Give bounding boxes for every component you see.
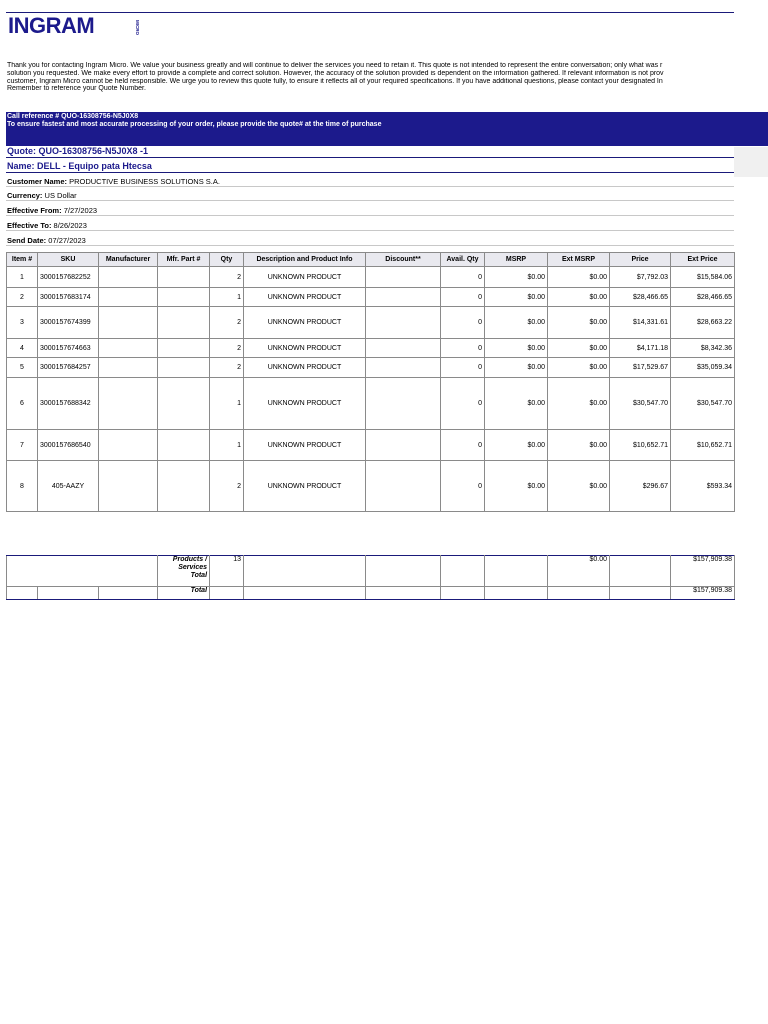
table-row — [7, 288, 735, 307]
description-cell: UNKNOWN PRODUCT — [244, 267, 366, 288]
msrp-cell: $0.00 — [485, 358, 548, 378]
msrp-cell: $0.00 — [485, 288, 548, 307]
send-date-label: Send Date: — [7, 236, 47, 245]
ingram-micro-logo — [8, 14, 148, 36]
price-cell: $28,466.65 — [610, 288, 671, 307]
quantity-cell: 2 — [210, 461, 244, 512]
customer-name-value: PRODUCTIVE BUSINESS SOLUTIONS S.A. — [67, 177, 220, 186]
item-number-cell: 4 — [7, 339, 38, 358]
currency-label: Currency: — [7, 191, 43, 200]
discount-cell — [366, 378, 441, 430]
table-row — [7, 267, 735, 288]
blank-cell — [7, 587, 38, 600]
ext-msrp-cell: $0.00 — [548, 339, 610, 358]
call-reference-banner — [6, 112, 768, 146]
col-ext-price: Ext Price — [671, 253, 735, 267]
discount-cell — [366, 430, 441, 461]
msrp-cell: $0.00 — [485, 339, 548, 358]
price-cell: $296.67 — [610, 461, 671, 512]
effective-from-value: 7/27/2023 — [61, 206, 98, 215]
blank-cell — [548, 587, 610, 600]
effective-from-label: Effective From: — [7, 206, 62, 215]
blank-cell — [99, 587, 158, 600]
effective-from-row — [6, 206, 734, 216]
discount-cell — [366, 307, 441, 339]
available-qty-cell: 0 — [441, 267, 485, 288]
table-header-row — [7, 253, 735, 267]
sku-cell: 3000157682252 — [38, 267, 99, 288]
quote-name: Name: DELL - Equipo pata Htecsa — [6, 161, 734, 173]
totals-table — [6, 555, 735, 600]
col-mfr-part: Mfr. Part # — [158, 253, 210, 267]
col-avail-qty: Avail. Qty — [441, 253, 485, 267]
price-cell: $7,792.03 — [610, 267, 671, 288]
available-qty-cell: 0 — [441, 307, 485, 339]
quantity-cell: 2 — [210, 339, 244, 358]
mfr-part-number-cell — [158, 307, 210, 339]
manufacturer-cell — [99, 358, 158, 378]
ext-price-cell: $593.34 — [671, 461, 735, 512]
customer-name-row — [6, 177, 734, 187]
quantity-cell: 1 — [210, 430, 244, 461]
products-total-row — [7, 556, 735, 587]
description-cell: UNKNOWN PRODUCT — [244, 307, 366, 339]
currency-row — [6, 191, 734, 201]
table-row — [7, 358, 735, 378]
item-number-cell: 1 — [7, 267, 38, 288]
msrp-cell: $0.00 — [485, 307, 548, 339]
available-qty-cell: 0 — [441, 358, 485, 378]
available-qty-cell: 0 — [441, 378, 485, 430]
blank-cell — [210, 587, 244, 600]
col-sku: SKU — [38, 253, 99, 267]
intro-line: customer, Ingram Micro cannot be held responsible. We urge you to review this quote fully, to ensure it reflects all of your required specifications. If you have additional questions, please contact your designated In — [7, 77, 663, 85]
intro-line: Thank you for contacting Ingram Micro. We value your business greatly and will continue to deliver the services you need to retain it. This quote is not intended to represent the entire conversation; only what was r — [7, 62, 663, 69]
quote-items-table — [6, 252, 735, 512]
ext-msrp-cell: $0.00 — [548, 430, 610, 461]
table-row — [7, 339, 735, 358]
table-row — [7, 430, 735, 461]
col-ext-msrp: Ext MSRP — [548, 253, 610, 267]
ext-price-cell: $28,663.22 — [671, 307, 735, 339]
msrp-cell: $0.00 — [485, 430, 548, 461]
col-item: Item # — [7, 253, 38, 267]
ext-msrp-cell: $0.00 — [548, 378, 610, 430]
discount-cell — [366, 288, 441, 307]
mfr-part-number-cell — [158, 358, 210, 378]
products-total-label: Products / Services Total — [158, 556, 210, 587]
svg-text:MICRO: MICRO — [135, 20, 140, 35]
processing-note: To ensure fastest and most accurate processing of your order, please provide the quote# at the time of purchase — [7, 121, 382, 128]
table-row — [7, 307, 735, 339]
available-qty-cell: 0 — [441, 461, 485, 512]
svg-text:INGRAM: INGRAM — [8, 14, 95, 36]
col-qty: Qty — [210, 253, 244, 267]
discount-cell — [366, 461, 441, 512]
mfr-part-number-cell — [158, 267, 210, 288]
mfr-part-number-cell — [158, 461, 210, 512]
top-rule — [6, 12, 734, 13]
ext-price-cell: $30,547.70 — [671, 378, 735, 430]
col-msrp: MSRP — [485, 253, 548, 267]
mfr-part-number-cell — [158, 378, 210, 430]
msrp-cell: $0.00 — [485, 461, 548, 512]
intro-line: solution you requested. We make every effort to provide a complete and correct solution. However, the accuracy of the solution provided is dependent on the information gathered. If relevant information is not prov — [7, 69, 664, 77]
ext-msrp-cell: $0.00 — [548, 267, 610, 288]
grand-total-ext-price: $157,909.38 — [671, 587, 735, 600]
table-row — [7, 461, 735, 512]
manufacturer-cell — [99, 339, 158, 358]
table-row — [7, 378, 735, 430]
description-cell: UNKNOWN PRODUCT — [244, 358, 366, 378]
blank-cell — [244, 587, 366, 600]
sku-cell: 3000157686540 — [38, 430, 99, 461]
ext-msrp-cell: $0.00 — [548, 461, 610, 512]
blank-cell — [610, 556, 671, 587]
manufacturer-cell — [99, 288, 158, 307]
blank-cell — [366, 587, 441, 600]
item-number-cell: 5 — [7, 358, 38, 378]
blank-cell — [610, 587, 671, 600]
manufacturer-cell — [99, 307, 158, 339]
col-manufacturer: Manufacturer — [99, 253, 158, 267]
discount-cell — [366, 339, 441, 358]
manufacturer-cell — [99, 267, 158, 288]
grand-total-row — [7, 587, 735, 600]
blank-cell — [485, 556, 548, 587]
intro-line: Remember to reference your Quote Number. — [7, 85, 146, 93]
description-cell: UNKNOWN PRODUCT — [244, 378, 366, 430]
description-cell: UNKNOWN PRODUCT — [244, 339, 366, 358]
ext-price-cell: $8,342.36 — [671, 339, 735, 358]
manufacturer-cell — [99, 430, 158, 461]
quantity-cell: 1 — [210, 378, 244, 430]
blank-cell — [7, 556, 158, 587]
customer-name-label: Customer Name: — [7, 177, 68, 186]
effective-to-label: Effective To: — [7, 221, 52, 230]
ext-msrp-cell: $0.00 — [548, 307, 610, 339]
available-qty-cell: 0 — [441, 288, 485, 307]
blank-cell — [485, 587, 548, 600]
mfr-part-number-cell — [158, 339, 210, 358]
description-cell: UNKNOWN PRODUCT — [244, 288, 366, 307]
quantity-cell: 2 — [210, 307, 244, 339]
col-discount: Discount** — [366, 253, 441, 267]
ext-msrp-cell: $0.00 — [548, 288, 610, 307]
ext-price-cell: $28,466.65 — [671, 288, 735, 307]
call-reference-text: Call reference # QUO-16308756-N5J0X8 — [7, 113, 139, 120]
available-qty-cell: 0 — [441, 430, 485, 461]
item-number-cell: 7 — [7, 430, 38, 461]
side-gray-block — [734, 147, 768, 177]
description-cell: UNKNOWN PRODUCT — [244, 461, 366, 512]
products-total-ext-msrp: $0.00 — [548, 556, 610, 587]
discount-cell — [366, 267, 441, 288]
mfr-part-number-cell — [158, 288, 210, 307]
quantity-cell: 2 — [210, 267, 244, 288]
col-description: Description and Product Info — [244, 253, 366, 267]
sku-cell: 3000157674663 — [38, 339, 99, 358]
blank-cell — [366, 556, 441, 587]
blank-cell — [38, 587, 99, 600]
discount-cell — [366, 358, 441, 378]
price-cell: $4,171.18 — [610, 339, 671, 358]
manufacturer-cell — [99, 461, 158, 512]
blank-cell — [441, 587, 485, 600]
msrp-cell: $0.00 — [485, 378, 548, 430]
price-cell: $10,652.71 — [610, 430, 671, 461]
ext-price-cell: $15,584.06 — [671, 267, 735, 288]
blank-cell — [441, 556, 485, 587]
sku-cell: 3000157688342 — [38, 378, 99, 430]
products-total-qty: 13 — [210, 556, 244, 587]
effective-to-value: 8/26/2023 — [51, 221, 87, 230]
description-cell: UNKNOWN PRODUCT — [244, 430, 366, 461]
msrp-cell: $0.00 — [485, 267, 548, 288]
mfr-part-number-cell — [158, 430, 210, 461]
grand-total-label: Total — [158, 587, 210, 600]
col-price: Price — [610, 253, 671, 267]
price-cell: $30,547.70 — [610, 378, 671, 430]
sku-cell: 3000157684257 — [38, 358, 99, 378]
ext-price-cell: $35,059.34 — [671, 358, 735, 378]
sku-cell: 405-AAZY — [38, 461, 99, 512]
quantity-cell: 2 — [210, 358, 244, 378]
send-date-row — [6, 236, 734, 246]
item-number-cell: 8 — [7, 461, 38, 512]
item-number-cell: 3 — [7, 307, 38, 339]
quote-number: Quote: QUO-16308756-N5J0X8 -1 — [6, 146, 734, 158]
price-cell: $14,331.61 — [610, 307, 671, 339]
quantity-cell: 1 — [210, 288, 244, 307]
sku-cell: 3000157683174 — [38, 288, 99, 307]
sku-cell: 3000157674399 — [38, 307, 99, 339]
effective-to-row — [6, 221, 734, 231]
available-qty-cell: 0 — [441, 339, 485, 358]
products-total-ext-price: $157,909.38 — [671, 556, 735, 587]
price-cell: $17,529.67 — [610, 358, 671, 378]
ext-msrp-cell: $0.00 — [548, 358, 610, 378]
currency-value: US Dollar — [42, 191, 77, 200]
blank-cell — [244, 556, 366, 587]
send-date-value: 07/27/2023 — [46, 236, 86, 245]
ext-price-cell: $10,652.71 — [671, 430, 735, 461]
item-number-cell: 6 — [7, 378, 38, 430]
manufacturer-cell — [99, 378, 158, 430]
intro-paragraph — [7, 62, 734, 93]
item-number-cell: 2 — [7, 288, 38, 307]
